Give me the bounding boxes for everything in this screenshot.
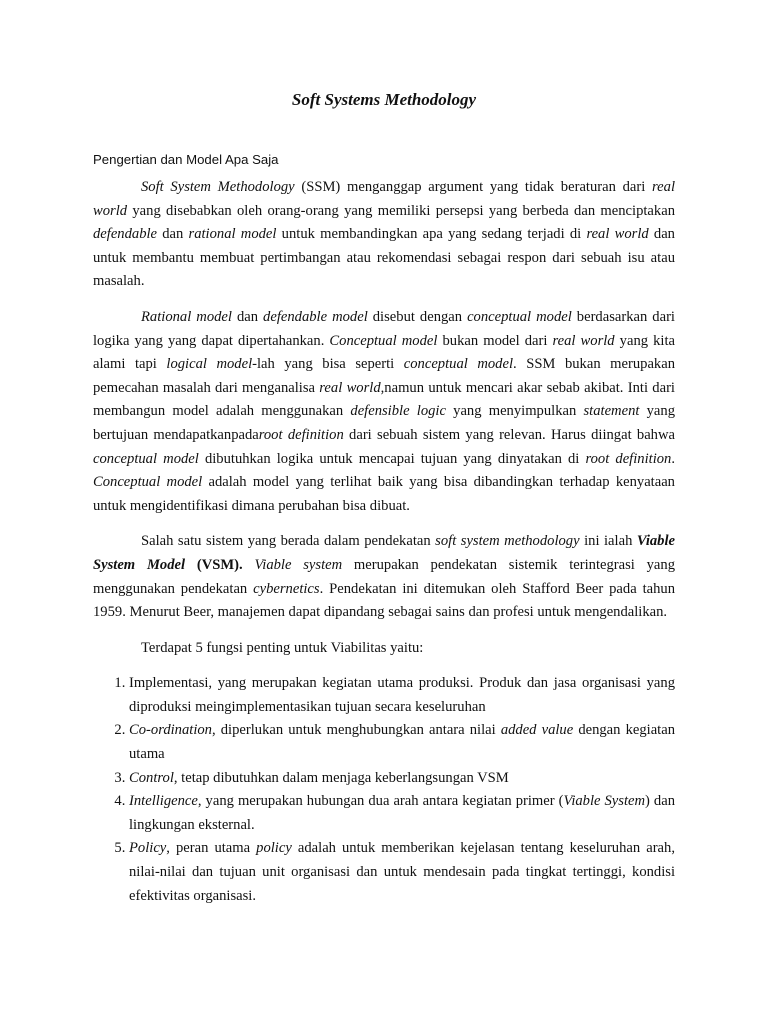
text-run: defensible logic <box>350 403 446 420</box>
text-run: dengan kegiatan utama <box>129 722 676 763</box>
text-run: conceptual model <box>467 308 572 325</box>
section-heading: Pengertian dan Model Apa Saja <box>93 152 279 167</box>
text-run: Viable System <box>563 793 646 810</box>
list-item <box>129 767 675 791</box>
text-run: untuk membandingkan apa yang sedang terjadi di <box>276 226 587 243</box>
text-run: dibutuhkan logika untuk mencapai tujuan yang dinyatakan di <box>198 450 586 467</box>
list-item <box>129 719 675 766</box>
text-run: dan untuk membantu membuat pertimbangan atau rekomendasi sebagai respon dari sebuah isu atau masalah. <box>93 226 675 290</box>
text-run: -lah yang bisa seperti <box>252 356 404 373</box>
text-run: root definition <box>585 450 672 467</box>
text-run: (VSM). <box>185 556 243 573</box>
text-run: Conceptual model <box>93 474 203 491</box>
document-page <box>93 88 675 908</box>
text-run: yang disebabkan oleh orang-orang yang memiliki persepsi yang berbeda dan menciptakan <box>127 202 675 219</box>
text-run: . <box>671 450 676 467</box>
text-run <box>243 557 255 573</box>
text-run: root definition <box>258 426 344 443</box>
text-run: yang bertujuan mendapatkanpada <box>93 403 675 443</box>
text-run: ini ialah <box>579 533 637 550</box>
text-run: real world <box>586 226 649 243</box>
text-run: defendable <box>93 226 158 243</box>
text-run: statement <box>583 403 640 420</box>
text-run: real world <box>319 379 381 396</box>
text-run: merupakan pendekatan sistemik terintegrasi yang menggunakan pendekatan <box>93 556 675 597</box>
text-run: Viable system <box>254 556 343 573</box>
paragraph-conceptual-model <box>93 306 675 518</box>
text-run: , yang merupakan hubungan dua arah antara kegiatan primer ( <box>197 793 564 810</box>
text-run: yang menyimpulkan <box>445 403 584 420</box>
paragraph-vsm <box>93 530 675 624</box>
text-run: conceptual model <box>93 450 199 467</box>
text-run: Salah satu sistem yang berada dalam pendekatan <box>141 533 436 550</box>
text-run: , diperlukan untuk menghubungkan antara nilai <box>211 722 501 739</box>
list-item <box>129 790 675 837</box>
text-run: Viable System Model <box>93 533 675 573</box>
text-run: . SSM bukan merupakan pemecahan masalah dari menganalisa <box>93 356 675 396</box>
text-run: ,namun untuk mencari akar sebab akibat. Inti dari membangun model adalah menggunakan <box>93 379 675 420</box>
text-run: defendable model <box>263 308 368 325</box>
text-run: real world <box>93 179 675 219</box>
text-run: soft system methodology <box>435 533 580 550</box>
text-run: added value <box>500 722 574 739</box>
paragraph-ssm-definition <box>93 176 675 294</box>
text-run: conceptual model <box>403 356 514 373</box>
text-run: adalah untuk memberikan kejelasan tentang keseluruhan arah, nilai-nilai dan tujuan unit organisasi dan untuk mendesain pada tingkat tertinggi, kondisi efektivitas organisasi. <box>129 840 675 904</box>
text-run: Policy <box>129 840 167 857</box>
text-run: dan <box>157 226 189 243</box>
text-run: , tetap dibutuhkan dalam menjaga keberlangsungan VSM <box>173 769 509 786</box>
text-run: cybernetics <box>253 580 320 597</box>
text-run: (SSM) menganggap argument yang tidak beraturan dari <box>294 179 653 195</box>
text-run: yang kita alami tapi <box>93 332 675 373</box>
text-run: policy <box>256 840 292 857</box>
text-run: Control <box>129 769 174 786</box>
text-run: dari sebuah sistem yang relevan. Harus diingat bahwa <box>343 426 675 443</box>
text-run: Co-ordination <box>129 722 212 739</box>
text-run: bukan model dari <box>437 332 553 349</box>
text-run: disebut dengan <box>367 308 468 325</box>
text-run: Intelligence <box>129 793 198 810</box>
text-run: Rational model <box>141 308 232 325</box>
viability-functions-list <box>93 672 675 908</box>
text-run: ) dan lingkungan eksternal. <box>129 793 675 833</box>
text-run: dan <box>231 308 264 325</box>
paragraph-list-intro <box>93 637 675 661</box>
text-run: real world <box>552 332 615 349</box>
text-run: , peran utama <box>166 840 257 857</box>
document-title: Soft Systems Methodology <box>291 90 477 109</box>
list-item <box>129 837 675 908</box>
text-run: Soft System Methodology <box>141 179 295 195</box>
text-run: Implementasi, yang merupakan kegiatan utama produksi. Produk dan jasa organisasi yang diproduksi meingimplementasikan tujuan secara keseluruhan <box>129 675 675 715</box>
text-run: berdasarkan dari logika yang yang dapat dipertahankan. <box>93 308 675 349</box>
text-run: Terdapat 5 fungsi penting untuk Viabilitas yaitu: <box>141 639 424 656</box>
text-run: . Pendekatan ini ditemukan oleh Stafford Beer pada tahun 1959. Menurut Beer, manajemen dapat dipandang sebagai sains dan profesi untuk mengendalikan. <box>93 580 675 621</box>
text-run: logical model <box>166 356 253 373</box>
text-run: Conceptual model <box>329 332 438 349</box>
list-item <box>129 672 675 719</box>
text-run: adalah model yang terlihat baik yang bisa dibandingkan terhadap kenyataan untuk mengidentifikasi dimana perubahan bisa dibuat. <box>93 474 675 514</box>
text-run: rational model <box>188 226 277 243</box>
